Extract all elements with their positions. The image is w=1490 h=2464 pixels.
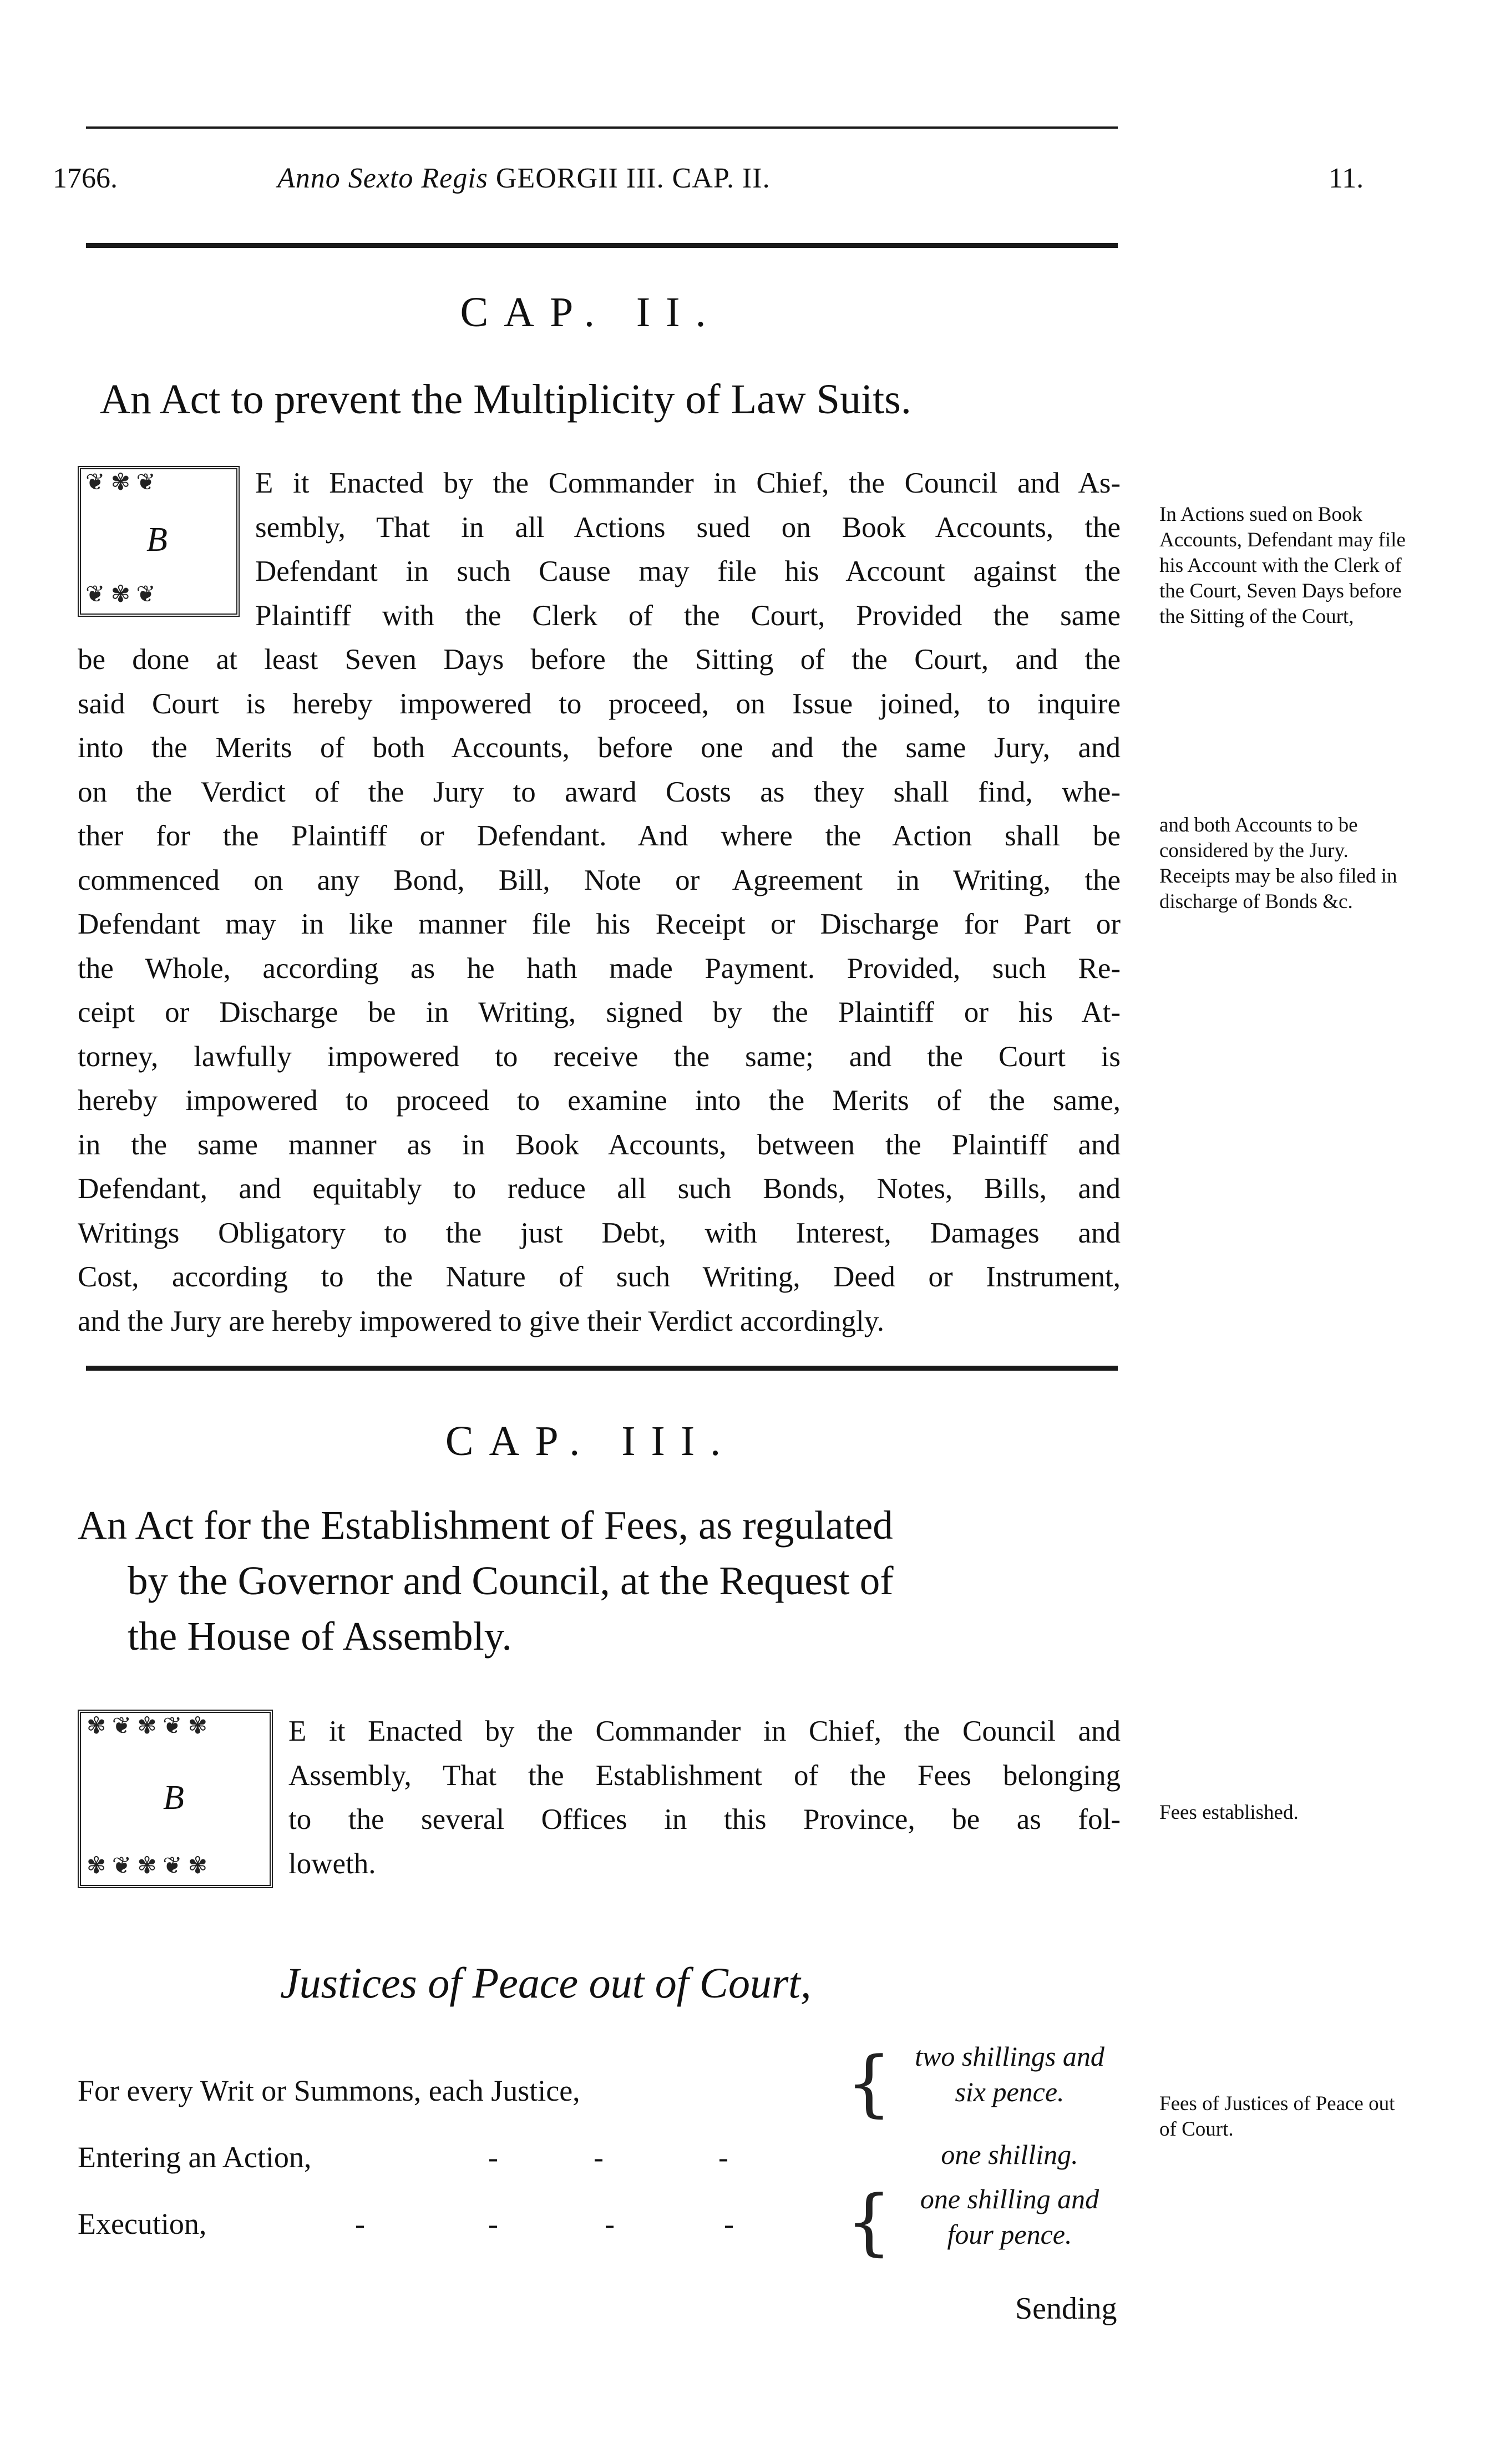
cap3-title-line: An Act for the Establishment of Fees, as regulated [78,1503,893,1548]
text-line: E it Enacted by the Commander in Chief, the Council and As- [255,467,1121,499]
text-line: ther for the Plaintiff or Defendant. And where the Action shall be [78,820,1121,852]
cap3-heading: CAP. III. [445,1418,737,1464]
text-line: commenced on any Bond, Bill, Note or Agreement in Writing, the [78,864,1121,896]
leader-dash: - [724,2207,734,2240]
text-line: on the Verdict of the Jury to award Costs as they shall find, whe- [78,775,1121,808]
ornament-flourish-icon: ✾ ❦ ✾ ❦ ✾ [87,1713,207,1739]
cap3-title-line: the House of Assembly. [128,1614,512,1659]
fee-amount-line: two shillings and [915,2041,1104,2072]
text-line: Defendant, and equitably to reduce all such Bonds, Notes, Bills, and [78,1173,1121,1205]
cap2-margin-note-1: In Actions sued on Book Accounts, Defendant may file his Account with the Clerk of the Court, Seven Days before the Sitting of the Court, [1159,503,1406,628]
fee-amount-line: one shilling. [941,2139,1078,2170]
cap3-title-line: by the Governor and Council, at the Request of [128,1558,894,1603]
running-title-italic: Anno Sexto Regis [277,163,488,194]
running-title-rest: GEORGII III. CAP. II. [495,163,771,194]
brace-icon: { [846,2179,892,2264]
text-line: hereby impowered to proceed to examine into the Merits of the same, [78,1084,1121,1117]
text-line: E it Enacted by the Commander in Chief, the Council and [288,1715,1121,1747]
running-title [277,162,771,195]
text-line: Cost, according to the Nature of such Writing, Deed or Instrument, [78,1261,1121,1293]
fee-label: For every Writ or Summons, each Justice, [78,2074,580,2107]
leader-dash: - [594,2141,604,2174]
leader-dash: - [718,2141,728,2174]
section-divider-rule [86,1366,1118,1371]
text-line: Plaintiff with the Clerk of the Court, Provided the same [255,599,1121,632]
text-line: Defendant may in like manner file his Receipt or Discharge for Part or [78,908,1121,940]
leader-dash: - [605,2207,615,2240]
brace-icon: { [846,2041,892,2125]
text-line: in the same manner as in Book Accounts, between the Plaintiff and [78,1128,1121,1161]
cap3-margin-note: Fees established. [1159,1801,1299,1824]
text-line: torney, lawfully impowered to receive the same; and the Court is [78,1040,1121,1073]
text-line: Writings Obligatory to the just Debt, with Interest, Damages and [78,1216,1121,1249]
text-line: the Whole, according as he hath made Payment. Provided, such Re- [78,952,1121,985]
text-line: to the several Offices in this Province, be as fol- [288,1803,1121,1836]
fee-amount [882,2039,1137,2110]
leader-dash: - [488,2141,498,2174]
page-number: 11. [1329,163,1364,194]
fees-margin-note: Fees of Justices of Peace out of Court. [1159,2092,1395,2141]
fee-label: Execution, [78,2207,207,2240]
fee-amount-line: one shilling and [920,2183,1099,2214]
leader-dash: - [488,2207,498,2240]
drop-cap-letter: B [163,1779,184,1817]
drop-cap-letter: B [146,521,168,559]
ornament-flourish-icon: ❦ ✾ ❦ [85,582,156,607]
cap2-heading: CAP. II. [460,289,722,336]
cap3-body [78,1710,1121,1886]
text-line: sembly, That in all Actions sued on Book Accounts, the [255,511,1121,544]
text-line: into the Merits of both Accounts, before one and the same Jury, and [78,732,1121,764]
text-line: loweth. [288,1847,376,1880]
header-year: 1766. [53,163,118,194]
fee-amount-line: four pence. [947,2219,1072,2250]
text-line: Assembly, That the Establishment of the Fees belonging [288,1759,1121,1792]
ornament-flourish-icon: ✾ ❦ ✾ ❦ ✾ [87,1853,207,1879]
cap2-body [78,462,1121,1343]
leader-dash: - [355,2207,365,2240]
fee-label: Entering an Action, [78,2141,312,2174]
cap2-title: An Act to prevent the Multiplicity of Law Suits. [100,376,911,423]
text-line: ceipt or Discharge be in Writing, signed by the Plaintiff or his At- [78,996,1121,1028]
fee-amount-line: six pence. [955,2076,1065,2107]
ornament-flourish-icon: ❦ ✾ ❦ [85,470,156,495]
section-heading: Justices of Peace out of Court, [280,1959,812,2007]
fee-amount [882,2181,1137,2252]
text-line: said Court is hereby impowered to proceed, on Issue joined, to inquire [78,687,1121,720]
header-bottom-rule [86,243,1118,248]
text-line: and the Jury are hereby impowered to give their Verdict accordingly. [78,1305,885,1337]
fee-amount [882,2137,1137,2172]
text-line: be done at least Seven Days before the Sitting of the Court, and the [78,643,1121,676]
catchword: Sending [1015,2291,1117,2326]
text-line: Defendant in such Cause may file his Account against the [255,555,1121,587]
header-top-rule [86,126,1118,129]
cap2-margin-note-2: and both Accounts to be considered by the Jury. Receipts may be also filed in discharge of Bonds &c. [1159,814,1397,913]
